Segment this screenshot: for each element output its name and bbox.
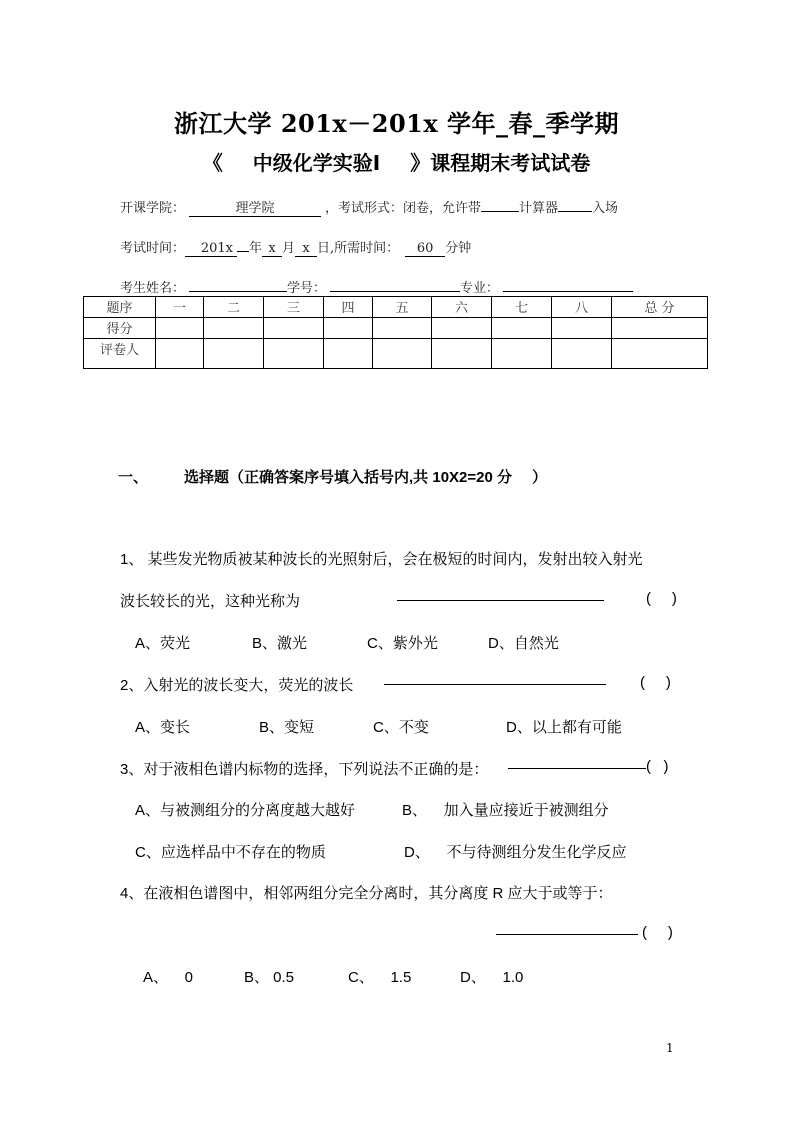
row-label: 评卷人 (84, 339, 156, 369)
name-field[interactable] (189, 276, 287, 292)
year-field[interactable]: 201x (185, 241, 237, 257)
header-cell: 一 (156, 297, 204, 318)
allowed-blank-2[interactable] (558, 196, 592, 212)
q1-option-c[interactable]: C、紫外光 (367, 635, 438, 652)
score-table-header-row (84, 297, 708, 318)
header-cell: 八 (552, 297, 612, 318)
grader-cell[interactable] (324, 339, 373, 369)
major-label: 专业： (460, 281, 500, 296)
college-label: 开课学院： (120, 201, 186, 216)
exam-form-text: ，考试形式：闭卷，允许带 (325, 201, 482, 216)
score-cell[interactable] (552, 318, 612, 339)
course-title-open: 《 (202, 153, 223, 175)
q2-option-d[interactable]: D、以上都有可能 (506, 719, 622, 736)
course-title (0, 147, 793, 176)
year-unit: 年 (249, 241, 263, 256)
info-line-college (120, 196, 618, 217)
question-4-line1: 4、在液相色谱图中，相邻两组分完全分离时，其分离度 R 应大于或等于： (120, 885, 613, 902)
grader-cell[interactable] (612, 339, 708, 369)
q2-option-b[interactable]: B、变短 (259, 719, 315, 736)
q2-option-a[interactable]: A、变长 (135, 719, 191, 736)
header-cell: 六 (432, 297, 492, 318)
header-cell: 四 (324, 297, 373, 318)
q3-option-c[interactable]: C、应选样品中不存在的物质 (135, 844, 326, 861)
header-cell: 七 (492, 297, 552, 318)
answer-bracket-2[interactable]: ( ) (640, 674, 671, 691)
college-field[interactable]: 理学院 (189, 201, 321, 217)
score-cell[interactable] (492, 318, 552, 339)
header-cell: 三 (264, 297, 324, 318)
q1-option-a[interactable]: A、荧光 (135, 635, 191, 652)
name-label: 考生姓名： (120, 281, 186, 296)
grader-cell[interactable] (552, 339, 612, 369)
q2-option-c[interactable]: C、不变 (373, 719, 429, 736)
question-3-line1: 3、对于液相色谱内标物的选择，下列说法不正确的是： (120, 761, 489, 778)
score-row (84, 318, 708, 339)
grader-cell[interactable] (264, 339, 324, 369)
section-number: 一、 (118, 469, 149, 486)
question-1-line2: 波长较长的光，这种光称为 (120, 593, 301, 610)
day-field[interactable]: x (295, 241, 317, 257)
q4-option-a[interactable]: A、 0 (143, 969, 194, 986)
q4-option-d[interactable]: D、 1.0 (460, 969, 524, 986)
time-label: 考试时间： (120, 241, 186, 256)
answer-bracket-1[interactable]: ( ) (646, 590, 677, 607)
grader-cell[interactable] (432, 339, 492, 369)
year-pad (237, 236, 249, 252)
answer-bracket-3[interactable]: ( ) (646, 758, 669, 775)
student-id-field[interactable] (330, 276, 460, 292)
day-unit: 日,所需时间： (317, 241, 400, 256)
answer-line-1[interactable] (397, 600, 604, 601)
header-cell: 五 (373, 297, 432, 318)
answer-line-2[interactable] (384, 684, 606, 685)
score-cell[interactable] (324, 318, 373, 339)
q1-option-b[interactable]: B、激光 (252, 635, 308, 652)
score-cell[interactable] (612, 318, 708, 339)
q4-option-c[interactable]: C、 1.5 (348, 969, 412, 986)
answer-line-4[interactable] (496, 934, 638, 935)
duration-field[interactable]: 60 (405, 241, 445, 257)
section-heading (118, 466, 547, 487)
q3-option-d[interactable]: D、 不与待测组分发生化学反应 (404, 844, 627, 861)
page-number: 1 (666, 1041, 674, 1055)
score-cell[interactable] (264, 318, 324, 339)
score-cell[interactable] (156, 318, 204, 339)
allowed-item-blank[interactable] (481, 196, 519, 212)
q4-option-b[interactable]: B、 0.5 (244, 969, 295, 986)
q1-option-d[interactable]: D、自然光 (488, 635, 559, 652)
answer-bracket-4[interactable]: ( ) (642, 924, 673, 941)
duration-unit: 分钟 (445, 241, 472, 256)
enter-text: 入场 (592, 201, 619, 216)
question-1-line1: 1、 某些发光物质被某种波长的光照射后，会在极短的时间内，发射出较入射光 (120, 551, 643, 568)
month-unit: 月 (282, 241, 296, 256)
exam-title: 浙江大学 201x－201x 学年_春_季学期 (173, 109, 620, 138)
answer-line-3[interactable] (508, 768, 646, 769)
score-cell[interactable] (432, 318, 492, 339)
major-field[interactable] (503, 276, 633, 292)
header-cell: 题序 (84, 297, 156, 318)
info-line-time (120, 236, 471, 257)
grader-cell[interactable] (156, 339, 204, 369)
id-label: 学号： (287, 281, 327, 296)
q3-option-b[interactable]: B、 加入量应接近于被测组分 (402, 802, 609, 819)
section-title: 选择题（正确答案序号填入括号内,共 10X2=20 分 (184, 469, 512, 486)
course-name: 中级化学实验Ⅰ (252, 153, 381, 175)
header-cell: 二 (204, 297, 264, 318)
calculator-text: 计算器 (519, 201, 559, 216)
q3-option-a[interactable]: A、与被测组分的分离度越大越好 (135, 802, 356, 819)
question-2-line1: 2、入射光的波长变大，荧光的波长 (120, 677, 354, 694)
info-line-student (120, 276, 633, 296)
month-field[interactable]: x (262, 241, 282, 257)
grader-cell[interactable] (204, 339, 264, 369)
score-cell[interactable] (373, 318, 432, 339)
header-cell: 总 分 (612, 297, 708, 318)
score-table (83, 296, 708, 369)
section-close: ） (532, 469, 548, 486)
row-label: 得分 (84, 318, 156, 339)
grader-cell[interactable] (373, 339, 432, 369)
score-cell[interactable] (204, 318, 264, 339)
grader-row (84, 339, 708, 369)
grader-cell[interactable] (492, 339, 552, 369)
course-title-close: 》课程期末考试试卷 (410, 153, 591, 175)
